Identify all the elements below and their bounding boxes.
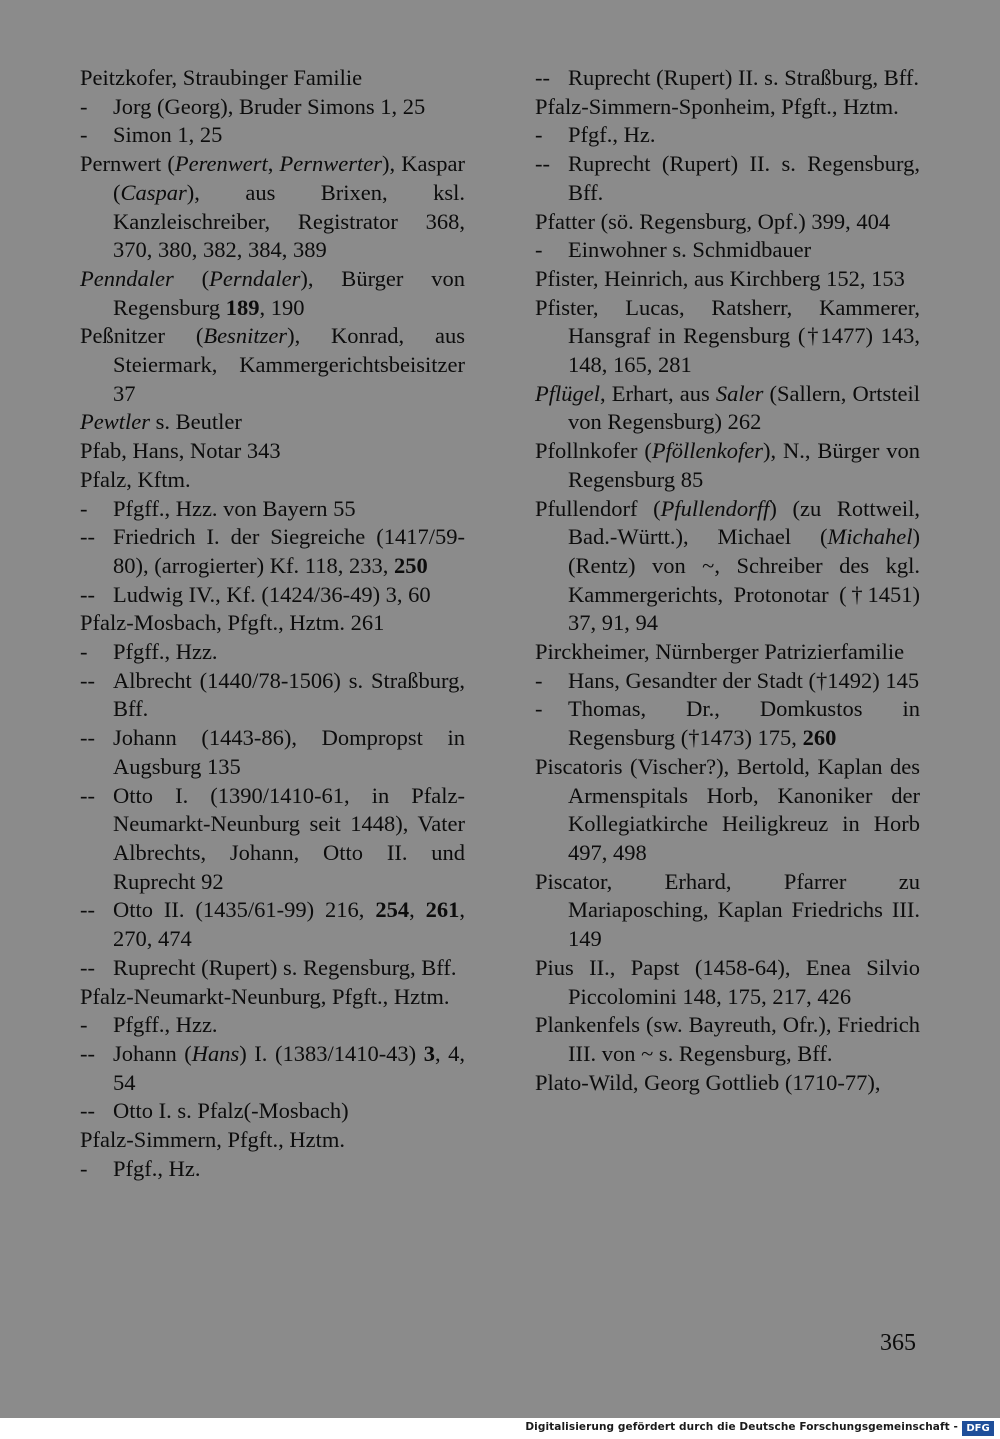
index-entry-text: Ludwig IV., Kf. (1424/36-49) 3, 60	[113, 581, 431, 607]
index-entry-text: Pfgff., Hzz. von Bayern 55	[113, 495, 356, 521]
index-entry	[80, 466, 465, 495]
sub-entry-marker: -	[80, 93, 88, 119]
sub-entry-marker: -	[535, 237, 543, 263]
sub-entry-marker: -	[80, 1012, 88, 1038]
sub-entry-marker: --	[80, 1040, 95, 1066]
index-entry-text: Pfollnkofer (Pföllenkofer), N., Bürger von Regensburg 85	[535, 438, 920, 492]
index-entry	[535, 236, 920, 265]
index-entry	[80, 1155, 465, 1184]
index-entry-text: Pfgf., Hz.	[568, 122, 656, 148]
index-entry-text: Pirckheimer, Nürnberger Patrizierfamilie	[535, 639, 905, 665]
index-entry-text: Jorg (Georg), Bruder Simons 1, 25	[113, 93, 426, 119]
index-entry-text: Ruprecht (Rupert) II. s. Regensburg, Bff.	[568, 151, 920, 205]
index-entry	[80, 93, 465, 122]
index-entry	[80, 638, 465, 667]
index-entry-text: Hans, Gesandter der Stadt (†1492) 145	[568, 667, 920, 693]
index-entry-text: Thomas, Dr., Domkustos in Regensburg (†1473) 175, 260	[568, 696, 920, 751]
index-entry	[535, 380, 920, 437]
index-entry-text: Piscator, Erhard, Pfarrer zu Mariaposching, Kaplan Friedrichs III. 149	[535, 868, 920, 952]
index-entry	[80, 150, 465, 265]
sub-entry-marker: --	[80, 954, 95, 980]
index-entry	[80, 408, 465, 437]
index-entry	[80, 64, 465, 93]
index-column-right	[535, 64, 920, 1097]
sub-entry-marker: -	[80, 122, 88, 148]
index-column-left	[80, 64, 465, 1183]
index-entry-text: Pfgff., Hzz.	[113, 639, 218, 665]
index-entry-text: Pfister, Heinrich, aus Kirchberg 152, 153	[535, 265, 905, 291]
sub-entry-marker: --	[80, 782, 95, 808]
sub-entry-marker: --	[80, 667, 95, 693]
index-entry-text: Friedrich I. der Siegreiche (1417/59-80), (arrogierter) Kf. 118, 233, 250	[113, 524, 465, 578]
index-entry-text: Penndaler (Perndaler), Bürger von Regensburg 189, 190	[80, 265, 465, 320]
index-entry-text: Pfalz-Mosbach, Pfgft., Hztm. 261	[80, 610, 385, 636]
index-entry-text: Ruprecht (Rupert) s. Regensburg, Bff.	[113, 954, 457, 980]
index-entry-text: Pfgf., Hz.	[113, 1155, 201, 1181]
index-entry-text: Pfab, Hans, Notar 343	[80, 438, 281, 464]
sub-entry-marker: --	[535, 65, 550, 90]
index-entry-text: Pfalz-Neumarkt-Neunburg, Pfgft., Hztm.	[80, 983, 450, 1009]
index-entry	[80, 437, 465, 466]
index-entry-text: Einwohner s. Schmidbauer	[568, 237, 812, 263]
index-entry	[535, 150, 920, 207]
sub-entry-marker: --	[80, 1098, 95, 1124]
sub-entry-marker: --	[535, 151, 550, 177]
footer-credit: Digitalisierung gefördert durch die Deutsche Forschungsgemeinschaft -	[525, 1421, 958, 1433]
index-entry	[535, 64, 920, 93]
sub-entry-marker: -	[535, 122, 543, 148]
index-entry	[535, 265, 920, 294]
sub-entry-marker: --	[80, 524, 95, 550]
index-entry-text: Ruprecht (Rupert) II. s. Straßburg, Bff.	[568, 65, 919, 90]
index-entry-text: Otto I. (1390/1410-61, in Pfalz-Neumarkt-Neunburg seit 1448), Vater Albrechts, Johann, Otto II. und Ruprecht 92	[113, 782, 465, 894]
index-entry-text: Pfgff., Hzz.	[113, 1012, 218, 1038]
sub-entry-marker: -	[80, 1155, 88, 1181]
index-entry	[80, 1097, 465, 1126]
index-entry	[535, 1011, 920, 1068]
index-entry	[535, 437, 920, 494]
index-entry	[535, 638, 920, 667]
index-entry-text: Pflügel, Erhart, aus Saler (Sallern, Ortsteil von Regensburg) 262	[535, 380, 920, 435]
index-entry	[80, 983, 465, 1012]
index-entry	[535, 667, 920, 696]
index-entry-text: Pfalz, Kftm.	[80, 466, 191, 492]
index-entry-text: Piscatoris (Vischer?), Bertold, Kaplan des Armenspitals Horb, Kanoniker der Kollegiatkirche Heiligkreuz in Horb 497, 498	[535, 753, 920, 865]
dfg-logo-icon: DFG	[962, 1421, 994, 1436]
index-entry-text: Plato-Wild, Georg Gottlieb (1710-77),	[535, 1069, 881, 1095]
page-number: 365	[880, 1330, 916, 1356]
index-entry	[535, 868, 920, 954]
index-entry	[535, 1069, 920, 1098]
index-entry	[80, 265, 465, 322]
index-entry-text: Simon 1, 25	[113, 122, 223, 148]
index-entry	[80, 667, 465, 724]
footer-bar	[0, 1418, 1000, 1439]
index-entry	[80, 581, 465, 610]
index-entry	[80, 782, 465, 897]
index-entry	[80, 609, 465, 638]
sub-entry-marker: --	[80, 581, 95, 607]
index-entry	[535, 121, 920, 150]
index-entry	[80, 523, 465, 580]
index-entry-text: Pfalz-Simmern, Pfgft., Hztm.	[80, 1127, 345, 1153]
index-entry-text: Pfatter (sö. Regensburg, Opf.) 399, 404	[535, 208, 891, 234]
sub-entry-marker: -	[535, 696, 543, 722]
index-entry-text: Pfullendorf (Pfullendorff) (zu Rottweil, Bad.-Württ.), Michael (Michahel) (Rentz) von ~, Schreiber des kgl. Kammergerichts, Protonotar (†1451) 37, 91, 94	[535, 495, 920, 636]
sub-entry-marker: --	[80, 725, 95, 751]
index-entry	[80, 495, 465, 524]
index-entry	[535, 495, 920, 639]
index-entry-text: Johann (1443-86), Dompropst in Augsburg 135	[113, 725, 465, 779]
index-entry	[535, 954, 920, 1011]
index-entry-text: Peßnitzer (Besnitzer), Konrad, aus Steiermark, Kammergerichtsbeisitzer 37	[80, 323, 465, 406]
index-entry	[535, 93, 920, 122]
index-entry-text: Pfister, Lucas, Ratsherr, Kammerer, Hansgraf in Regensburg (†1477) 143, 148, 165, 281	[535, 294, 920, 378]
sub-entry-marker: -	[535, 667, 543, 693]
index-entry-text: Pewtler s. Beutler	[80, 409, 242, 435]
index-entry	[535, 753, 920, 868]
index-entry	[80, 954, 465, 983]
index-entry	[80, 1040, 465, 1097]
index-entry	[80, 322, 465, 408]
index-entry	[535, 294, 920, 380]
sub-entry-marker: -	[80, 495, 88, 521]
index-entry-text: Otto II. (1435/61-99) 216, 254, 261, 270, 474	[113, 897, 465, 952]
index-entry-text: Pfalz-Simmern-Sponheim, Pfgft., Hztm.	[535, 93, 899, 119]
index-entry	[80, 121, 465, 150]
index-entry	[535, 695, 920, 752]
index-entry-text: Peitzkofer, Straubinger Familie	[80, 65, 363, 90]
index-entry	[535, 208, 920, 237]
sub-entry-marker: --	[80, 897, 95, 923]
index-entry-text: Albrecht (1440/78-1506) s. Straßburg, Bff.	[113, 667, 465, 722]
index-entry	[80, 896, 465, 953]
index-entry	[80, 1011, 465, 1040]
index-entry	[80, 1126, 465, 1155]
index-entry-text: Otto I. s. Pfalz(-Mosbach)	[113, 1098, 349, 1124]
index-entry-text: Pernwert (Perenwert, Pernwerter), Kaspar (Caspar), aus Brixen, ksl. Kanzleischreiber, Registrator 368, 370, 380, 382, 384, 389	[80, 151, 466, 263]
index-entry-text: Johann (Hans) I. (1383/1410-43) 3, 4, 54	[113, 1040, 465, 1095]
index-entry-text: Plankenfels (sw. Bayreuth, Ofr.), Friedrich III. von ~ s. Regensburg, Bff.	[535, 1012, 920, 1066]
index-entry	[80, 724, 465, 781]
index-entry-text: Pius II., Papst (1458-64), Enea Silvio Piccolomini 148, 175, 217, 426	[535, 954, 920, 1009]
sub-entry-marker: -	[80, 639, 88, 665]
